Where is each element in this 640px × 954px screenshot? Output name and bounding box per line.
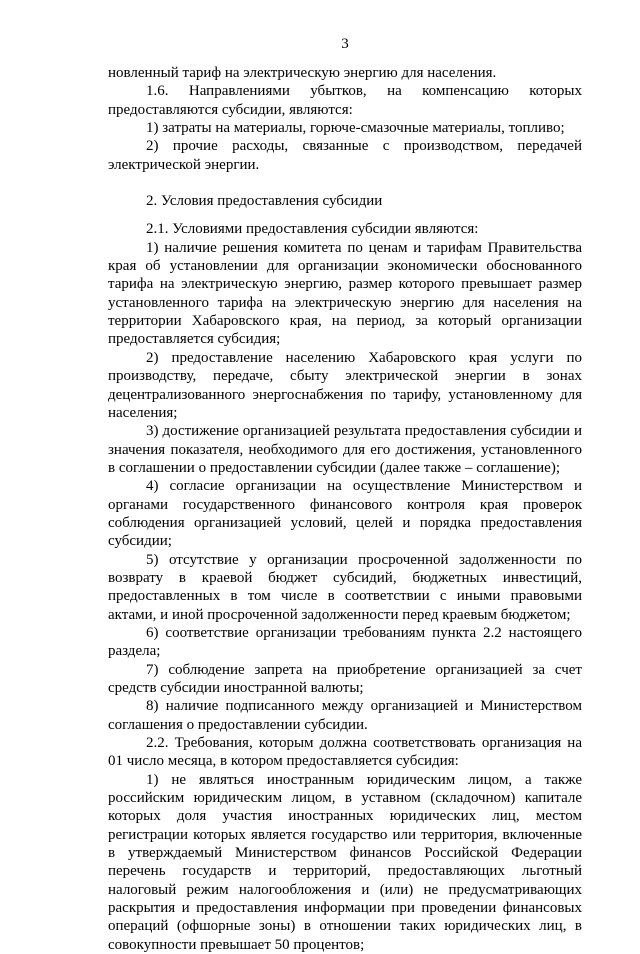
section-heading: 2. Условия предоставления субсидии: [146, 193, 383, 210]
page-number: 3: [341, 36, 349, 52]
document-body: [108, 64, 582, 954]
list-item-2: 2) прочие расходы, связанные с производством, передачей электрической энергии.: [108, 138, 582, 173]
condition-item-4: 4) согласие организации на осуществление Министерством и органами государственного финансового контроля края проверок соблюдения организацией условий, целей и порядка предоставления субсидии;: [108, 478, 582, 550]
paragraph-2-1: 2.1. Условиями предоставления субсидии являются:: [146, 221, 479, 238]
list-item-1: 1) затраты на материалы, горюче-смазочные материалы, топливо;: [146, 120, 565, 137]
paragraph-continuation: новленный тариф на электрическую энергию для населения.: [108, 65, 497, 81]
paragraph-2-2: 2.2. Требования, которым должна соответствовать организация на 01 число месяца, в котором предоставляется субсидия:: [108, 735, 582, 770]
condition-item-2: 2) предоставление населению Хабаровского края услуги по производству, передаче, сбыту электрической энергии в зонах децентрализованного энергоснабжения по тарифу, установленному для населения;: [108, 349, 582, 421]
condition-item-6: 6) соответствие организации требованиям пункта 2.2 настоящего раздела;: [108, 624, 582, 660]
condition-item-3: 3) достижение организацией результата предоставления субсидии и значения показателя, необходимого для его достижения, установленного в соглашении о предоставлении субсидии (далее также – соглашение);: [108, 423, 582, 476]
condition-item-7: 7) соблюдение запрета на приобретение организацией за счет средств субсидии иностранной валюты;: [108, 661, 582, 696]
requirement-item-1: 1) не являться иностранным юридическим лицом, а также российским юридическим лицом, в уставном (складочном) капитале которых доля участия иностранных юридических лиц, местом регистрации которых является государство или территория, включенные в утверждаемый Министерством финансов Российской Федерации перечень государств и территорий, предоставляющих льготный налоговый режим налогообложения и (или) не предусматривающих раскрытия и предоставления информации при проведении финансовых операций (офшорные зоны) в отношении таких юридических лиц, в совокупности превышает 50 процентов;: [108, 771, 582, 953]
condition-item-5: 5) отсутствие у организации просроченной задолженности по возврату в краевой бюджет субсидий, бюджетных инвестиций, предоставленных в том числе в соответствии с иными правовыми актами, и иной просроченной задолженности перед краевым бюджетом;: [108, 551, 582, 623]
paragraph-1-6: 1.6. Направлениями убытков, на компенсацию которых предоставляются субсидии, являются:: [108, 83, 582, 118]
condition-item-8: 8) наличие подписанного между организацией и Министерством соглашения о предоставлении субсидии.: [108, 698, 582, 733]
condition-item-1: 1) наличие решения комитета по ценам и тарифам Правительства края об установлении для организации экономически обоснованного тарифа на электрическую энергию, размер которого превышает размер установленного тарифа на электрическую энергию для населения на территории Хабаровского края, на период, за который организации предоставляется субсидия;: [108, 239, 582, 348]
